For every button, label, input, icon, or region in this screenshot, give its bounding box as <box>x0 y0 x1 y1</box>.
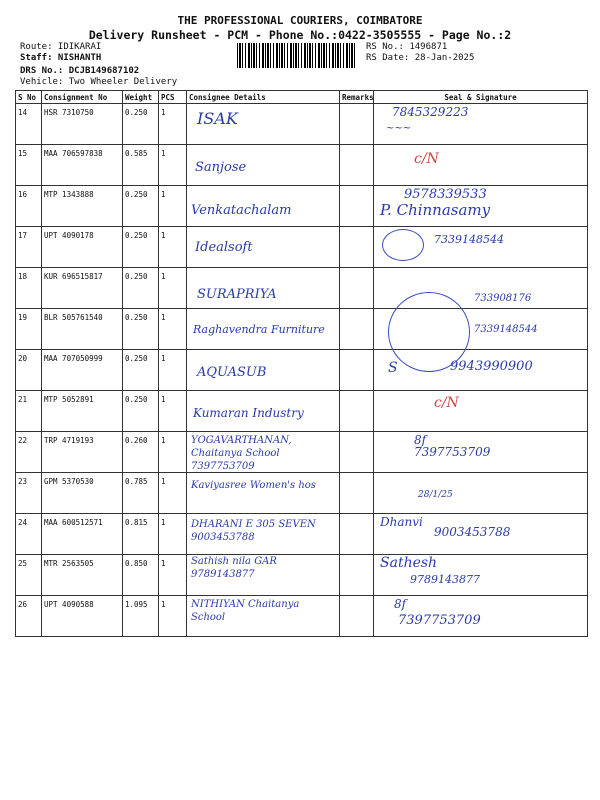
row-consignee <box>187 473 340 514</box>
row-consignee <box>187 514 340 555</box>
row-sno: 24 <box>16 514 42 555</box>
row-consignee <box>187 596 340 637</box>
signature-handwriting: c/N <box>414 151 439 167</box>
row-signature <box>374 309 588 350</box>
consignee-handwriting: Kumaran Industry <box>193 406 304 420</box>
runsheet-subtitle: Delivery Runsheet - PCM - Phone No.:0422-3505555 - Page No.:2 <box>88 28 512 42</box>
row-remarks <box>340 309 374 350</box>
row-weight: 0.815 <box>123 514 159 555</box>
row-signature <box>374 145 588 186</box>
table-row <box>16 227 588 268</box>
signature-handwriting: 9943990900 <box>450 359 533 374</box>
table-header-row <box>16 91 588 104</box>
row-sno: 22 <box>16 432 42 473</box>
row-signature: Dhanvi 9003453788 <box>374 514 588 555</box>
table-row <box>16 555 588 596</box>
row-sno: 16 <box>16 186 42 227</box>
col-sno: S No <box>16 91 42 104</box>
table-row <box>16 145 588 186</box>
row-sno: 14 <box>16 104 42 145</box>
signature-handwriting: 7397753709 <box>414 445 491 459</box>
row-remarks <box>340 432 374 473</box>
consignee-handwriting: Kaviyasree Women's hos <box>191 480 316 491</box>
row-weight: 0.785 <box>123 473 159 514</box>
row-sno: 15 <box>16 145 42 186</box>
row-consignee <box>187 104 340 145</box>
row-signature <box>374 227 588 268</box>
row-consignment: MTP 5052891 <box>42 391 123 432</box>
signature-handwriting: 7339148544 <box>434 233 504 246</box>
row-consignee <box>187 268 340 309</box>
rs-number: RS No.: 1496871 <box>366 42 448 52</box>
signature-handwriting: 7339148544 <box>474 324 538 335</box>
row-signature <box>374 268 588 309</box>
row-weight: 0.250 <box>123 350 159 391</box>
row-consignment: GPM 5370530 <box>42 473 123 514</box>
row-signature: 9578339533 P. Chinnasamy <box>374 186 588 227</box>
row-weight: 0.250 <box>123 268 159 309</box>
row-remarks <box>340 186 374 227</box>
row-sno: 17 <box>16 227 42 268</box>
row-pcs: 1 <box>159 391 187 432</box>
row-signature: 7845329223 ~~~ <box>374 104 588 145</box>
row-consignment: MTP 1343888 <box>42 186 123 227</box>
consignee-handwriting: SURAPRIYA <box>197 287 277 302</box>
row-weight: 0.585 <box>123 145 159 186</box>
row-weight: 0.250 <box>123 309 159 350</box>
table-row <box>16 104 588 145</box>
row-consignment: MAA 707050999 <box>42 350 123 391</box>
drs-number: DRS No.: DCJB149687102 <box>20 66 140 76</box>
signature-handwriting: 7397753709 <box>398 613 481 628</box>
table-row <box>16 514 588 555</box>
table-row <box>16 268 588 309</box>
row-weight: 0.250 <box>123 391 159 432</box>
row-pcs: 1 <box>159 473 187 514</box>
row-consignee <box>187 227 340 268</box>
row-remarks <box>340 473 374 514</box>
col-seal: Seal & Signature <box>374 91 588 104</box>
rs-date: RS Date: 28-Jan-2025 <box>366 53 475 63</box>
staff-label: Staff: NISHANTH <box>20 53 102 63</box>
consignee-handwriting: Idealsoft <box>195 240 253 255</box>
row-weight: 1.095 <box>123 596 159 637</box>
row-remarks <box>340 391 374 432</box>
col-consignee: Consignee Details <box>187 91 340 104</box>
signature-handwriting: 9003453788 <box>434 525 511 539</box>
row-remarks <box>340 555 374 596</box>
barcode <box>237 43 357 68</box>
row-consignment: BLR 505761540 <box>42 309 123 350</box>
signature-handwriting: 28/1/25 <box>418 490 453 500</box>
row-consignee <box>187 432 340 473</box>
row-consignee <box>187 309 340 350</box>
row-sno: 25 <box>16 555 42 596</box>
row-weight: 0.850 <box>123 555 159 596</box>
row-remarks <box>340 596 374 637</box>
col-consignment: Consignment No <box>42 91 123 104</box>
consignee-handwriting: Sathish nila GAR 9789143877 <box>191 556 277 580</box>
table-row <box>16 596 588 637</box>
route-label: Route: IDIKARAI <box>20 42 102 52</box>
consignee-handwriting: Raghavendra Furniture <box>193 323 325 336</box>
table-row <box>16 350 588 391</box>
row-consignee <box>187 145 340 186</box>
row-pcs: 1 <box>159 350 187 391</box>
col-remarks: Remarks <box>340 91 374 104</box>
row-consignee <box>187 350 340 391</box>
signature-handwriting: 733908176 <box>474 293 532 304</box>
row-pcs: 1 <box>159 432 187 473</box>
row-consignment: UPT 4090178 <box>42 227 123 268</box>
table-row <box>16 391 588 432</box>
signature-handwriting: 9789143877 <box>410 573 480 586</box>
col-weight: Weight <box>123 91 159 104</box>
row-pcs: 1 <box>159 514 187 555</box>
company-title: THE PROFESSIONAL COURIERS, COIMBATORE <box>177 14 423 27</box>
row-remarks <box>340 227 374 268</box>
row-remarks <box>340 350 374 391</box>
row-signature: 8f 7397753709 <box>374 432 588 473</box>
row-pcs: 1 <box>159 555 187 596</box>
signature-handwriting: 9578339533 <box>404 187 487 202</box>
table-row <box>16 473 588 514</box>
row-consignee <box>187 186 340 227</box>
consignee-handwriting: NITHIYAN Chaitanya School <box>191 599 300 623</box>
row-sno: 21 <box>16 391 42 432</box>
consignee-handwriting: AQUASUB <box>197 365 267 380</box>
row-remarks <box>340 268 374 309</box>
row-pcs: 1 <box>159 104 187 145</box>
row-signature: Sathesh 9789143877 <box>374 555 588 596</box>
row-pcs: 1 <box>159 145 187 186</box>
row-weight: 0.260 <box>123 432 159 473</box>
row-remarks <box>340 145 374 186</box>
signature-handwriting: 7845329223 <box>392 105 469 119</box>
table-row <box>16 432 588 473</box>
row-consignment: TRP 4719193 <box>42 432 123 473</box>
row-signature: S 9943990900 <box>374 350 588 391</box>
row-consignment: HSR 7310750 <box>42 104 123 145</box>
row-weight: 0.250 <box>123 104 159 145</box>
col-pcs: PCS <box>159 91 187 104</box>
company-seal <box>382 229 424 261</box>
row-consignment: MTR 2563505 <box>42 555 123 596</box>
runsheet-table <box>15 90 588 637</box>
row-pcs: 1 <box>159 227 187 268</box>
row-pcs: 1 <box>159 268 187 309</box>
row-sno: 19 <box>16 309 42 350</box>
row-pcs: 1 <box>159 596 187 637</box>
row-remarks <box>340 104 374 145</box>
consignee-handwriting: ISAK <box>197 109 238 128</box>
row-sno: 23 <box>16 473 42 514</box>
row-signature <box>374 473 588 514</box>
row-pcs: 1 <box>159 186 187 227</box>
row-signature <box>374 391 588 432</box>
row-consignee <box>187 555 340 596</box>
row-consignment: UPT 4090588 <box>42 596 123 637</box>
consignee-handwriting: YOGAVARTHANAN, Chaitanya School 7397753709 <box>191 435 292 472</box>
row-weight: 0.250 <box>123 227 159 268</box>
table-row <box>16 186 588 227</box>
row-sno: 20 <box>16 350 42 391</box>
row-remarks <box>340 514 374 555</box>
row-sno: 26 <box>16 596 42 637</box>
row-pcs: 1 <box>159 309 187 350</box>
consignee-handwriting: Venkatachalam <box>191 203 292 218</box>
row-consignee <box>187 391 340 432</box>
row-consignment: MAA 600512571 <box>42 514 123 555</box>
row-weight: 0.250 <box>123 186 159 227</box>
row-sno: 18 <box>16 268 42 309</box>
table-row <box>16 309 588 350</box>
signature-handwriting: c/N <box>434 395 459 411</box>
row-signature: 8f 7397753709 <box>374 596 588 637</box>
consignee-handwriting: Sanjose <box>195 160 247 175</box>
row-consignment: KUR 696515817 <box>42 268 123 309</box>
row-consignment: MAA 706597838 <box>42 145 123 186</box>
consignee-handwriting: DHARANI E 305 SEVEN 9003453788 <box>191 519 316 543</box>
vehicle-label: Vehicle: Two Wheeler Delivery <box>20 77 178 87</box>
